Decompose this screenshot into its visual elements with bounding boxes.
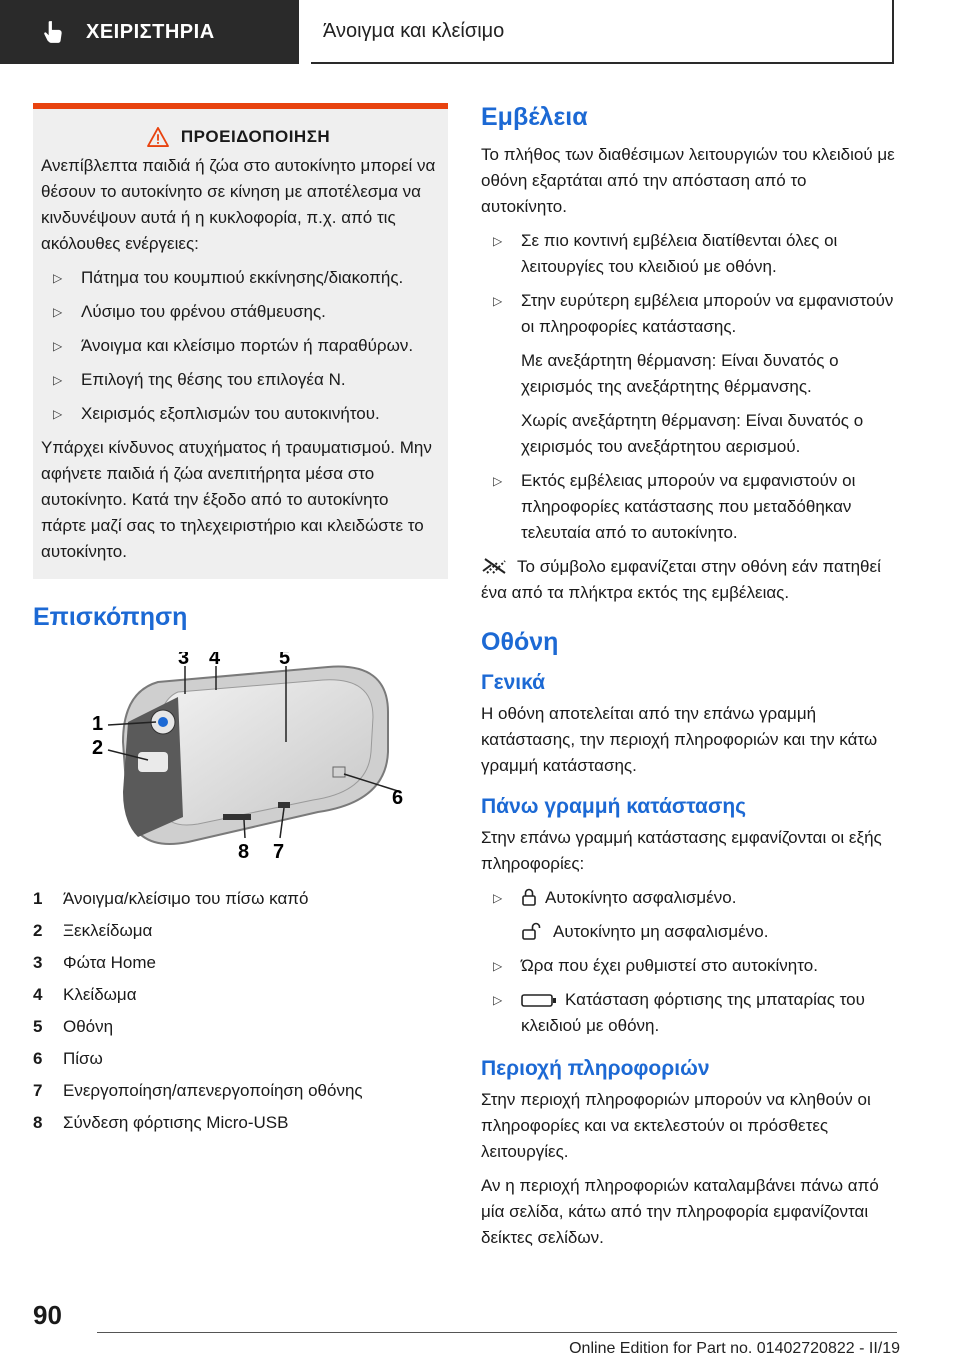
callout-label: 6 [392,787,404,809]
range-sub-paragraph: Με ανεξάρτητη θέρμανση: Είναι δυνατός ο χειρισμός της ανεξάρτητης θέρμανσης. [521,351,839,396]
callout-label: 2 [92,737,104,759]
unlocked-row: Αυτοκίνητο μη ασφαλισμένο. [481,919,897,945]
list-item: ▷ Πάτημα του κουμπιού εκκίνησης/διακοπής. [41,265,436,291]
list-item: ▷ Ώρα που έχει ρυθμιστεί στο αυτοκίνητο. [481,953,897,979]
warning-list [41,265,436,427]
list-item: ▷ Σε πιο κοντινή εμβέλεια διατίθενται όλες οι λειτουργίες του κλειδιού με οθόνη. [481,228,897,280]
info-area-heading: Περιοχή πληροφοριών [481,1057,710,1080]
list-item: ▷ Χειρισμός εξοπλισμών του αυτοκινήτου. [41,401,436,427]
footer-divider [97,1332,897,1333]
warning-box [33,103,448,579]
list-item: ▷ Αυτοκίνητο ασφαλισμένο. [481,885,897,911]
callout-label: 1 [92,713,104,735]
legend-row: 4 Κλείδωμα [33,985,137,1004]
page-topic: Άνοιγμα και κλείσιμο [323,19,505,42]
header-section-tab [0,0,299,64]
top-bar-heading: Πάνω γραμμή κατάστασης [481,795,747,818]
legend-row: 3 Φώτα Home [33,953,156,972]
callout-label: 7 [273,841,285,863]
bullet-triangle-icon: ▷ [493,294,503,308]
list-item: ▷ Επιλογή της θέσης του επιλογέα N. [41,367,436,393]
bullet-triangle-icon: ▷ [53,407,63,421]
display-heading: Οθόνη [481,628,559,656]
general-text: Η οθόνη αποτελείται από την επάνω γραμμή κατάστασης, την περιοχή πληροφοριών και την κάτω γραμμή κατάστασης. [481,704,878,775]
callout-label: 3 [178,652,190,669]
page-number: 90 [33,1300,62,1330]
bullet-triangle-icon: ▷ [493,993,503,1007]
callout-label: 5 [279,652,291,669]
callout-label: 8 [238,841,250,863]
bullet-triangle-icon: ▷ [493,234,503,248]
legend-row: 7 Ενεργοποίηση/απενεργοποίηση οθόνης [33,1081,363,1100]
overview-heading: Επισκόπηση [33,603,188,631]
range-sub-paragraph: Χωρίς ανεξάρτητη θέρμανση: Είναι δυνατός ο χειρισμός του ανεξάρτητου αερισμού. [521,411,864,456]
warning-triangle-icon [147,127,169,147]
legend-row: 8 Σύνδεση φόρτισης Micro-USB [33,1113,289,1132]
display-key-illustration [68,652,408,872]
top-bar-list [481,885,897,911]
battery-icon [521,992,557,1008]
bullet-triangle-icon: ▷ [493,959,503,973]
info-area-text1: Στην περιοχή πληροφοριών μπορούν να κληθούν οι πληροφορίες και να εκτελεστούν οι πρόσθετες λειτουργίες. [481,1090,871,1161]
list-item: ▷ Στην ευρύτερη εμβέλεια μπορούν να εμφανιστούν οι πληροφορίες κατάστασης. [481,288,897,340]
top-bar-list-cont [481,953,897,1039]
key-figure [68,652,408,872]
legend-row: 5 Οθόνη [33,1017,114,1036]
top-bar-intro: Στην επάνω γραμμή κατάστασης εμφανίζονται οι εξής πληροφορίες: [481,828,882,873]
info-area-text2: Αν η περιοχή πληροφοριών καταλαμβάνει πάνω από μία σελίδα, κάτω από την πληροφορία εμφανίζονται δείκτες σελίδων. [481,1176,879,1247]
callout-label: 4 [209,652,221,669]
bullet-triangle-icon: ▷ [53,305,63,319]
bullet-triangle-icon: ▷ [53,271,63,285]
pointing-hand-icon [40,19,66,45]
warning-intro: Ανεπίβλεπτα παιδιά ή ζώα στο αυτοκίνητο μπορεί να θέσουν το αυτοκίνητο σε κίνηση με αποτέλεσμα να κινδυνέψουν αυτά ή η κυκλοφορία, π.χ. από τις ακόλουθες ενέργειες: [41,156,436,253]
range-heading: Εμβέλεια [481,103,588,131]
bullet-triangle-icon: ▷ [493,891,503,905]
range-list-cont [481,468,897,546]
list-item: ▷ Άνοιγμα και κλείσιμο πορτών ή παραθύρων. [41,333,436,359]
legend-row: 6 Πίσω [33,1049,103,1068]
footer-edition: Online Edition for Part no. 01402720822 - II/19 [569,1340,900,1357]
header-topic-tab [311,0,894,64]
locked-padlock-icon [521,888,537,906]
range-intro: Το πλήθος των διαθέσιμων λειτουργιών του κλειδιού με οθόνη εξαρτάται από την απόσταση από το αυτοκίνητο. [481,145,895,216]
warning-outro: Υπάρχει κίνδυνος ατυχήματος ή τραυματισμού. Μην αφήνετε παιδιά ή ζώα ανεπιτήρητα μέσα στο αυτοκίνητο. Κατά την έξοδο από το αυτοκίνητο πάρτε μαζί σας το τηλεχειριστήριο και κλειδώστε το αυτοκίνητο. [41,438,432,561]
bullet-triangle-icon: ▷ [493,474,503,488]
list-item: ▷ Κατάσταση φόρτισης της μπαταρίας του κλειδιού με οθόνη. [481,987,897,1039]
warning-header [41,127,436,147]
bullet-triangle-icon: ▷ [53,339,63,353]
bullet-triangle-icon: ▷ [53,373,63,387]
list-item: ▷ Εκτός εμβέλειας μπορούν να εμφανιστούν οι πληροφορίες κατάστασης που μεταδόθηκαν τελευταία από το αυτοκίνητο. [481,468,897,546]
range-note: Το σύμβολο εμφανίζεται στην οθόνη εάν πατηθεί ένα από τα πλήκτρα εκτός της εμβέλειας. [481,557,881,602]
right-column [481,103,897,1259]
section-title: ΧΕΙΡΙΣΤΗΡΙΑ [86,20,215,43]
list-item: ▷ Λύσιμο του φρένου στάθμευσης. [41,299,436,325]
figure-legend [33,886,448,1136]
unlocked-padlock-icon [521,922,545,940]
legend-row: 1 Άνοιγμα/κλείσιμο του πίσω καπό [33,889,309,908]
left-column [33,103,448,1142]
warning-title: ΠΡΟΕΙΔΟΠΟΙΗΣΗ [180,127,331,146]
general-heading: Γενικά [481,671,546,694]
legend-row: 2 Ξεκλείδωμα [33,921,153,940]
range-list [481,228,897,340]
out-of-range-icon [481,557,509,575]
